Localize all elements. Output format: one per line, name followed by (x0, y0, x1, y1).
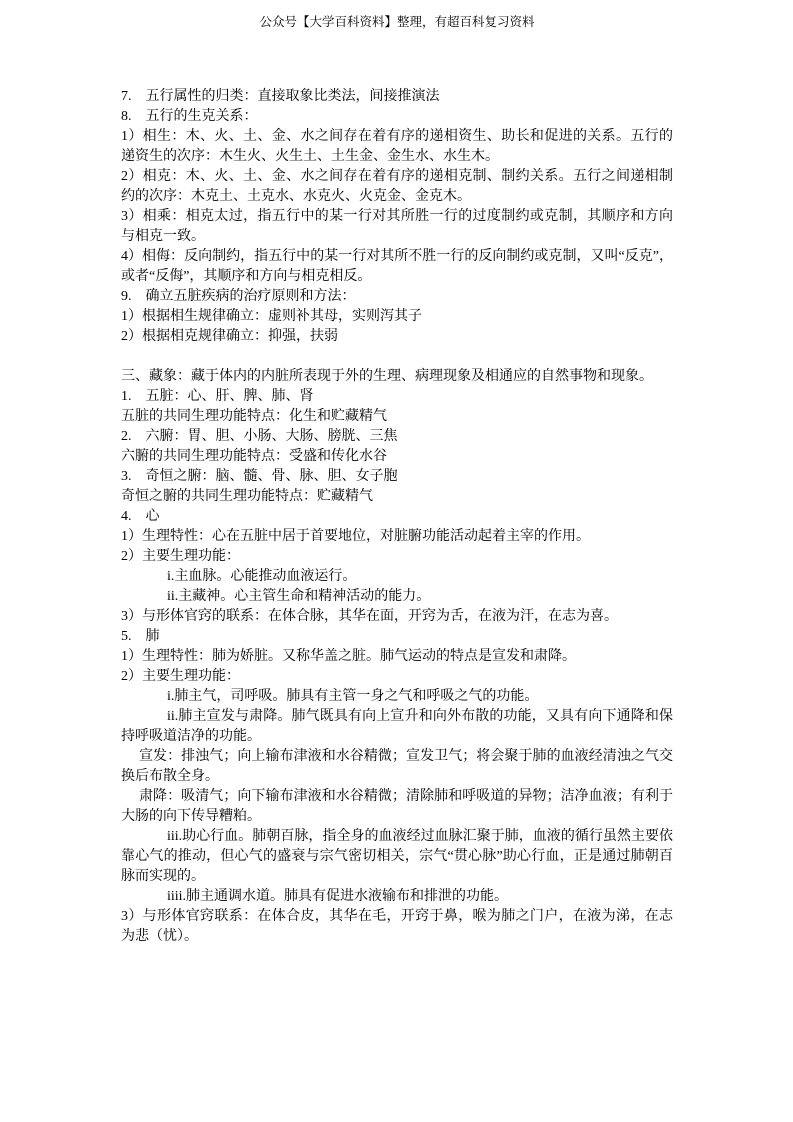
document-line: 9. 确立五脏疾病的治疗原则和方法： (121, 289, 356, 304)
document-line: 1）生理特性：肺为娇脏。又称华盖之脏。肺气运动的特点是宣发和肃降。 (121, 649, 576, 664)
document-line: 三、藏象：藏于体内的内脏所表现于外的生理、病理现象及相通应的自然事物和现象。 (121, 369, 653, 384)
document-line: 奇恒之腑的共同生理功能特点：贮藏精气 (121, 489, 373, 504)
document-line: 4. 心 (121, 509, 160, 524)
document-line: 3. 奇恒之腑：脑、髓、骨、脉、胆、女子胞 (121, 469, 398, 484)
document-line: 1. 五脏：心、肝、脾、肺、肾 (121, 389, 314, 404)
document-line: 1）根据相生规律确立：虚则补其母，实则泻其子 (121, 309, 422, 324)
page-header-text: 公众号【大学百科资料】整理，有超百科复习资料 (259, 15, 535, 29)
document-line: i.肺主气，司呼吸。肺具有主管一身之气和呼吸之气的功能。 (167, 689, 539, 704)
document-line: 7. 五行属性的归类：直接取象比类法，间接推演法 (121, 89, 440, 104)
document-line: ii.主藏神。心主管生命和精神活动的能力。 (167, 589, 431, 604)
document-line: 2. 六腑：胃、胆、小肠、大肠、膀胱、三焦 (121, 429, 398, 444)
document-line: 2）主要生理功能： (121, 549, 240, 564)
document-line: 2）根据相克规律确立：抑强，扶弱 (121, 329, 338, 344)
document-line: 4）相侮：反向制约，指五行中的某一行对其所不胜一行的反向制约或克制，又叫“反克”，或者“反侮”，其顺序和方向与相克相反。 (121, 249, 673, 284)
document-line: 5. 肺 (121, 629, 160, 644)
document-line: iii.助心行血。肺朝百脉，指全身的血液经过血脉汇聚于肺，血液的循行虽然主要依靠心气的推动，但心气的盛衰与宗气密切相关，宗气“贯心脉”助心行血，正是通过肺朝百脉而实现的。 (121, 829, 673, 884)
document-line: 宣发：排浊气；向上输布津液和水谷精微；宣发卫气；将会聚于肺的血液经清浊之气交换后布散全身。 (121, 749, 673, 784)
document-line: ii.肺主宣发与肃降。肺气既具有向上宣升和向外布散的功能，又具有向下通降和保持呼吸道洁净的功能。 (121, 709, 673, 744)
document-line: iiii.肺主通调水道。肺具有促进水液输布和排泄的功能。 (167, 889, 509, 904)
document-body (121, 87, 673, 947)
document-line (121, 347, 673, 367)
document-line: 3）与形体官窍的联系：在体合脉，其华在面，开窍为舌，在液为汗，在志为喜。 (121, 609, 618, 624)
document-line: 1）生理特性：心在五脏中居于首要地位，对脏腑功能活动起着主宰的作用。 (121, 529, 590, 544)
document-line: 2）主要生理功能： (121, 669, 240, 684)
document-line: 1）相生：木、火、土、金、水之间存在着有序的递相资生、助长和促进的关系。五行的递资生的次序：木生火、火生土、土生金、金生水、水生木。 (121, 129, 673, 164)
document-line: 8. 五行的生克关系： (121, 109, 258, 124)
document-line: 2）相克：木、火、土、金、水之间存在着有序的递相克制、制约关系。五行之间递相制约的次序：木克土、土克水、水克火、火克金、金克木。 (121, 169, 673, 204)
document-line: 3）相乘：相克太过，指五行中的某一行对其所胜一行的过度制约或克制，其顺序和方向与相克一致。 (121, 209, 673, 244)
document-line: 肃降：吸清气；向下输布津液和水谷精微；清除肺和呼吸道的异物；洁净血液；有利于大肠的向下传导糟粕。 (121, 789, 673, 824)
document-line: 六腑的共同生理功能特点：受盛和传化水谷 (121, 449, 387, 464)
document-line: 五脏的共同生理功能特点：化生和贮藏精气 (121, 409, 387, 424)
document-line: i.主血脉。心能推动血液运行。 (167, 569, 357, 584)
document-line: 3）与形体官窍联系：在体合皮，其华在毛，开窍于鼻，喉为肺之门户，在液为涕，在志为悲（忧）。 (121, 909, 673, 944)
